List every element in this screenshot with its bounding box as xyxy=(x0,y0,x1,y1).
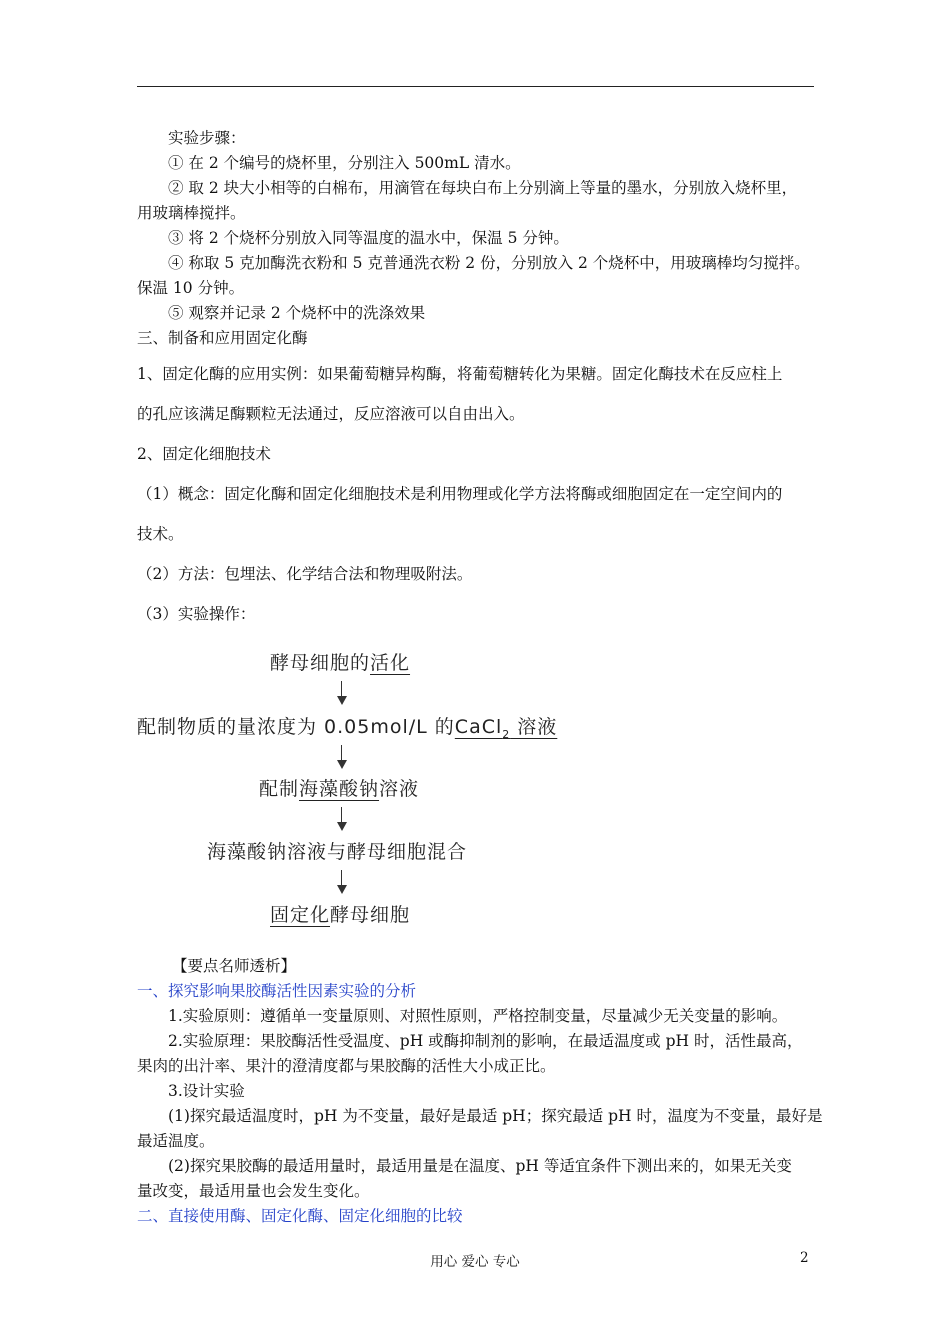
analysis-5-cont: 量改变，最适用量也会发生变化。 xyxy=(137,1182,370,1200)
flow-step-5-text: 酵母细胞 xyxy=(330,904,411,926)
section-3-p3-cont: 技术。 xyxy=(137,525,184,543)
flow-step-3-suffix: 溶液 xyxy=(379,778,420,800)
section-3-p3: （1）概念：固定化酶和固定化细胞技术是利用物理或化学方法将酶或细胞固定在一定空间内的 xyxy=(137,485,783,503)
analysis-heading: 【要点名师透析】 xyxy=(172,957,297,975)
analysis-2-cont: 果肉的出汁率、果汁的澄清度都与果胶酶的活性大小成正比。 xyxy=(137,1057,556,1075)
flow-step-alginate xyxy=(259,774,419,801)
analysis-3: 3.设计实验 xyxy=(168,1082,245,1100)
flow-step-2-text: 配制物质的量浓度为 0.05mol/L 的 xyxy=(137,716,455,738)
flow-step-5-key: 固定化 xyxy=(270,904,331,926)
flow-step-2-formula: CaCl xyxy=(454,716,503,738)
flow-arrow-down-icon xyxy=(337,807,347,833)
page-number: 2 xyxy=(800,1250,809,1266)
section-3-p5: （3）实验操作： xyxy=(137,605,256,623)
section-3-p2: 2、固定化细胞技术 xyxy=(137,445,271,463)
flow-step-4-text: 海藻酸钠溶液与酵母细胞混合 xyxy=(207,841,468,863)
flow-step-activation xyxy=(270,648,410,675)
steps-heading: 实验步骤： xyxy=(168,129,246,147)
section-3-p1: 1、固定化酶的应用实例：如果葡萄糖异构酶，将葡萄糖转化为果糖。固定化酶技术在反应柱上 xyxy=(137,365,783,383)
flow-step-2-solution: 溶液 xyxy=(510,716,558,738)
experiment-flowchart xyxy=(137,648,814,948)
section-3-title: 三、制备和应用固定化酶 xyxy=(137,329,308,347)
flow-step-1-text: 酵母细胞的 xyxy=(270,652,371,674)
flow-step-2-subscript: 2 xyxy=(502,727,511,741)
flow-arrow-down-icon xyxy=(337,870,347,896)
step-1: ① 在 2 个编号的烧杯里，分别注入 500mL 清水。 xyxy=(168,154,521,172)
footer-slogan: 用心 爱心 专心 xyxy=(430,1254,520,1270)
flow-arrow-down-icon xyxy=(337,681,347,707)
analysis-title-2: 二、直接使用酶、固定化酶、固定化细胞的比较 xyxy=(137,1207,463,1225)
page-content xyxy=(137,126,823,1229)
flow-step-cacl2 xyxy=(137,712,557,741)
analysis-5: (2)探究果胶酶的最适用量时，最适用量是在温度、pH 等适宜条件下测出来的，如果无关变 xyxy=(168,1157,792,1175)
flow-step-mix xyxy=(207,837,467,864)
step-5: ⑤ 观察并记录 2 个烧杯中的洗涤效果 xyxy=(168,304,426,322)
flow-step-3-text: 配制 xyxy=(259,778,300,800)
analysis-1: 1.实验原则：遵循单一变量原则、对照性原则，严格控制变量，尽量减少无关变量的影响。 xyxy=(168,1007,788,1025)
flow-step-immobilize xyxy=(270,900,410,927)
flow-step-2-key xyxy=(454,716,558,741)
step-4-cont: 保温 10 分钟。 xyxy=(137,279,245,297)
step-3: ③ 将 2 个烧杯分别放入同等温度的温水中，保温 5 分钟。 xyxy=(168,229,569,247)
analysis-4: (1)探究最适温度时，pH 为不变量，最好是最适 pH；探究最适 pH 时，温度为不变量，最好是 xyxy=(168,1107,823,1125)
step-4: ④ 称取 5 克加酶洗衣粉和 5 克普通洗衣粉 2 份，分别放入 2 个烧杯中，用玻璃棒均匀搅拌。 xyxy=(168,254,810,272)
section-3-p4: （2）方法：包埋法、化学结合法和物理吸附法。 xyxy=(137,565,473,583)
step-2-cont: 用玻璃棒搅拌。 xyxy=(137,204,246,222)
header-rule xyxy=(137,86,814,87)
flow-arrow-down-icon xyxy=(337,745,347,771)
flow-step-3-key: 海藻酸钠 xyxy=(299,778,380,800)
section-3-p1-cont: 的孔应该满足酶颗粒无法通过，反应溶液可以自由出入。 xyxy=(137,405,525,423)
flow-step-1-key: 活化 xyxy=(370,652,411,674)
analysis-title-1: 一、探究影响果胶酶活性因素实验的分析 xyxy=(137,982,417,1000)
analysis-4-cont: 最适温度。 xyxy=(137,1132,215,1150)
analysis-2: 2.实验原理：果胶酶活性受温度、pH 或酶抑制剂的影响，在最适温度或 pH 时，活性最高， xyxy=(168,1032,803,1050)
step-2: ② 取 2 块大小相等的白棉布，用滴管在每块白布上分别滴上等量的墨水，分别放入烧杯里， xyxy=(168,179,798,197)
